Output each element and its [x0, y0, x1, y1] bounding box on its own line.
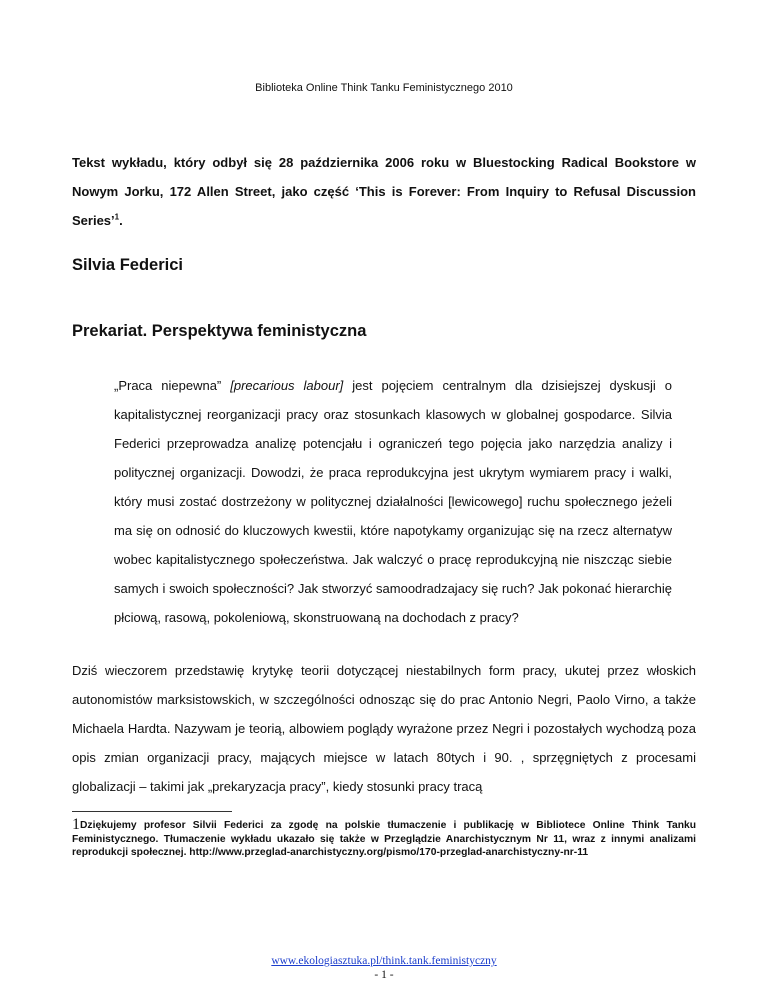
- article-title: Prekariat. Perspektywa feministyczna: [72, 322, 367, 340]
- body-paragraph: Dziś wieczorem przedstawię krytykę teorii dotyczącej niestabilnych form pracy, ukutej przez włoskich autonomistów marksistowskich, w szczególności odnosząc się do prac Antonio Negri, Paolo Virno, a także Michaela Hardta. Nazywam je teorią, albowiem poglądy wyrażone przez Negri i pozostałych wychodzą poza opis zmian organizacji pracy, mających miejsce w latach 80tych i 90. , sprzęgniętych z procesami globalizacji – takimi jak „prekaryzacja pracy”, kiedy stosunki pracy tracą: [72, 663, 696, 794]
- intro-text: Tekst wykładu, który odbył się 28 października 2006 roku w Bluestocking Radical Bookstore w Nowym Jorku, 172 Allen Street, jako część ‘This is Forever: From Inquiry to Refusal Discussion Series’: [72, 155, 696, 228]
- abstract-term: [precarious labour]: [230, 378, 344, 393]
- footer-link[interactable]: www.ekologiasztuka.pl/think.tank.feministyczny: [271, 955, 497, 967]
- footnote-separator: [72, 811, 232, 812]
- footnote: [72, 818, 696, 860]
- footnote-number: 1: [72, 816, 80, 833]
- abstract-lead: „Praca niepewna”: [114, 378, 222, 393]
- page-number: - 1 -: [374, 969, 394, 981]
- lecture-intro: [72, 148, 696, 235]
- footnote-reference[interactable]: 1: [114, 212, 120, 222]
- footnote-text: Dziękujemy profesor Silvii Federici za zgodę na polskie tłumaczenie i publikację w Bibliotece Online Think Tanku Feministycznego. Tłumaczenie wykładu ukazało się także w Przeglądzie Anarchistycznym Nr 11, wraz z innymi analizami reprodukcji społecznej. http://www.przeglad-anarchistyczny.org/pismo/170-przeglad-anarchistyczny-nr-11: [72, 820, 696, 859]
- abstract: [114, 371, 672, 632]
- author-name: Silvia Federici: [72, 256, 183, 274]
- abstract-text: jest pojęciem centralnym dla dzisiejszej dyskusji o kapitalistycznej reorganizacji pracy oraz stosunkach klasowych w globalnej gospodarce. Silvia Federici przeprowadza analizę potencjału i ograniczeń tego pojęcia jako narzędzia analizy i politycznej organizacji. Dowodzi, że praca reprodukcyjna jest ukrytym wymiarem pracy i walki, który musi zostać dostrzeżony w politycznej działalności [lewicowego] ruchu społecznego jeżeli ma się on odnosić do kluczowych kwestii, które napotykamy organizując się na rzecz alternatyw wobec kapitalistycznego społeczeństwa. Jak walczyć o pracę reprodukcyjną nie niszcząc siebie samych i swoich społeczności? Jak stworzyć samoodradzajacy się ruch? Jak pokonać hierarchię płciową, rasową, pokoleniową, skonstruowaną na dochodach z pracy?: [114, 378, 673, 625]
- running-header: Biblioteka Online Think Tanku Feministycznego 2010: [255, 82, 513, 94]
- intro-end: .: [119, 213, 123, 228]
